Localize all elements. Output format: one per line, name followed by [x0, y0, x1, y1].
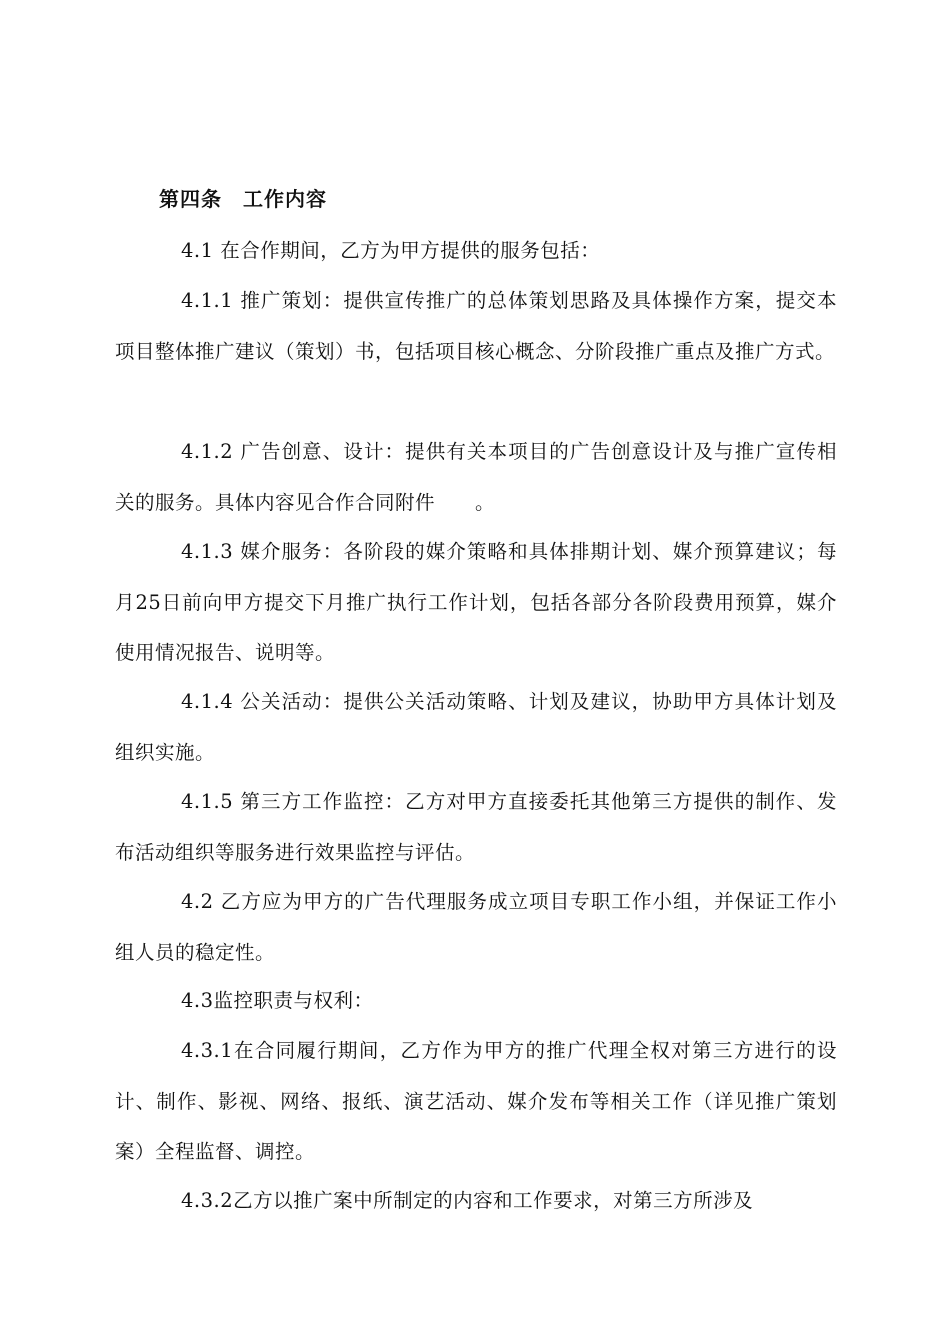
- paragraph-4-1-4: 4.1.4 公关活动：提供公关活动策略、计划及建议，协助甲方具体计划及组织实施。: [115, 690, 837, 764]
- paragraph-4-2: 4.2 乙方应为甲方的广告代理服务成立项目专职工作小组，并保证工作小组人员的稳定性。: [115, 890, 837, 964]
- paragraph-4-1-5: 4.1.5 第三方工作监控：乙方对甲方直接委托其他第三方提供的制作、发布活动组织等服务进行效果监控与评估。: [115, 790, 837, 864]
- paragraph-4-1: 4.1 在合作期间，乙方为甲方提供的服务包括：: [181, 239, 601, 262]
- paragraph-4-3-2: 4.3.2乙方以推广案中所制定的内容和工作要求，对第三方所涉及: [181, 1189, 754, 1212]
- paragraph-4-3-1: 4.3.1在合同履行期间，乙方作为甲方的推广代理全权对第三方进行的设计、制作、影视、网络、报纸、演艺活动、媒介发布等相关工作（详见推广策划案）全程监督、调控。: [115, 1039, 837, 1163]
- paragraph-4-1-2: 4.1.2 广告创意、设计：提供有关本项目的广告创意设计及与推广宣传相关的服务。具体内容见合作合同附件 。: [115, 440, 837, 514]
- paragraph-4-1-1: 4.1.1 推广策划：提供宣传推广的总体策划思路及具体操作方案，提交本项目整体推广建议（策划）书，包括项目核心概念、分阶段推广重点及推广方式。: [115, 289, 837, 363]
- section-heading: 第四条 工作内容: [159, 187, 327, 211]
- paragraph-4-3: 4.3监控职责与权利：: [181, 989, 374, 1012]
- paragraph-4-1-3: 4.1.3 媒介服务：各阶段的媒介策略和具体排期计划、媒介预算建议；每月25日前向甲方提交下月推广执行工作计划，包括各部分各阶段费用预算，媒介使用情况报告、说明等。: [115, 540, 837, 664]
